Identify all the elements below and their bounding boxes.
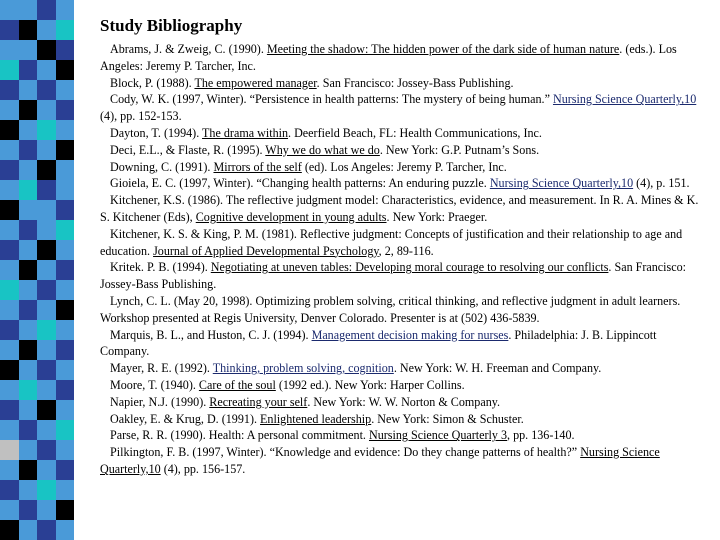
entry-text: Downing, C. (1991). (110, 159, 214, 174)
bibliography-entry (100, 125, 700, 142)
entry-text: . New York: Simon & Schuster. (371, 411, 524, 426)
entry-text: Parse, R. R. (1990). Health: A personal commitment. (110, 428, 369, 443)
bibliography-entry (100, 360, 700, 377)
entry-text: (4), p. 151. (633, 176, 690, 191)
bibliography-entry (100, 293, 700, 327)
bibliography-entry (100, 142, 700, 159)
bibliography-entry (100, 327, 700, 361)
entry-title: The drama within (202, 125, 289, 140)
entry-text: Abrams, J. & Zweig, C. (1990). (110, 42, 267, 56)
entry-title: Nursing Science Quarterly,10 (100, 445, 660, 476)
entry-title: Meeting the shadow: The hidden power of the dark side of human nature (266, 42, 620, 56)
entry-text: Pilkington, F. B. (1997, Winter). “Knowledge and evidence: Do they change patterns of health?” (110, 445, 581, 460)
entry-text: Kitchener, K.S. (1986). The reflective judgment model: Characteristics, evidence, and measurement. In R. A. Mines & K. S. Kitchener (Eds), (100, 193, 699, 224)
entry-text: (4), pp. 152-153. (100, 109, 182, 124)
entry-title: Cognitive development in young adults (195, 209, 387, 224)
entry-text: . New York: G.P. Putnam’s Sons. (379, 142, 540, 157)
page-title: Study Bibliography (100, 16, 243, 35)
entry-text: . New York: Praeger. (386, 209, 488, 224)
entry-text: Marquis, B. L., and Huston, C. J. (1994). (110, 327, 312, 342)
entry-text: Napier, N.J. (1990). (110, 394, 210, 409)
entry-title: Journal of Applied Developmental Psychology (153, 243, 379, 258)
decorative-color-strip (0, 0, 74, 540)
bibliography-entry (100, 411, 700, 428)
entry-text: Mayer, R. E. (1992). (110, 361, 213, 376)
entry-text: . Philadelphia: J. B. Lippincott Company. (100, 327, 657, 359)
entry-text: Cody, W. K. (1997, Winter). “Persistence in health patterns: The mystery of being human.” (110, 92, 553, 107)
bibliography-entry (100, 226, 700, 260)
entry-title: Management decision making for nurses (311, 327, 509, 342)
entry-text: , 2, 89-116. (378, 243, 434, 258)
entry-title: Negotiating at uneven tables: Developing moral courage to resolving our conflicts (210, 260, 609, 275)
entry-text: Block, P. (1988). (110, 75, 195, 90)
bibliography-entry (100, 75, 700, 92)
bibliography-entry (100, 427, 700, 444)
entry-text: . San Francisco: Jossey-Bass Publishing. (316, 75, 514, 90)
bibliography-list (100, 41, 700, 478)
bibliography-entry (100, 41, 700, 75)
entry-text: . Deerfield Beach, FL: Health Communications, Inc. (288, 125, 542, 140)
entry-text: . New York: W. W. Norton & Company. (307, 394, 501, 409)
entry-text: Moore, T. (1940). (110, 377, 199, 392)
entry-title: Enlightened leadership (260, 411, 372, 426)
entry-text: (1992 ed.). New York: Harper Collins. (275, 377, 465, 392)
entry-title: Nursing Science Quarterly,10 (552, 92, 697, 107)
bibliography-entry (100, 377, 700, 394)
entry-text: Gioiela, E. C. (1997, Winter). “Changing health patterns: An enduring puzzle. (110, 176, 490, 191)
entry-text: Kitchener, K. S. & King, P. M. (1981). Reflective judgment: Concepts of justification and their relationship to age and education. (100, 226, 683, 258)
entry-title: Care of the soul (198, 377, 276, 392)
bibliography-entry (100, 159, 700, 176)
bibliography-entry (100, 192, 700, 226)
entry-text: Oakley, E. & Krug, D. (1991). (110, 411, 261, 426)
entry-text: , pp. 136-140. (507, 428, 575, 443)
bibliography-entry (100, 444, 700, 478)
entry-text: . San Francisco: Jossey-Bass Publishing. (100, 260, 687, 292)
entry-text: (4), pp. 156-157. (160, 461, 246, 476)
bibliography-entry (100, 175, 700, 192)
entry-title: Why we do what we do (265, 142, 380, 157)
entry-text: Kritek. P. B. (1994). (110, 260, 211, 275)
bibliography-entry (100, 91, 700, 125)
entry-title: Recreating your self (209, 394, 308, 409)
entry-text: Lynch, C. L. (May 20, 1998). Optimizing problem solving, critical thinking, and reflective judgment in adult learners. Workshop presented at Regis University, Denver Colorado. Presenter is at (502) 436-5839. (100, 293, 681, 325)
entry-text: . New York: W. H. Freeman and Company. (393, 361, 602, 376)
entry-text: . (eds.). Los Angeles: Jeremy P. Tarcher, Inc. (100, 42, 677, 73)
entry-title: Nursing Science Quarterly,10 (489, 176, 634, 191)
entry-text: Deci, E.L., & Flaste, R. (1995). (110, 142, 266, 157)
entry-title: Mirrors of the self (213, 159, 302, 174)
bibliography-entry (100, 394, 700, 411)
entry-title: Nursing Science Quarterly 3 (368, 428, 508, 443)
bibliography-entry (100, 259, 700, 293)
entry-text: Dayton, T. (1994). (110, 125, 203, 140)
entry-title: The empowered manager (194, 75, 317, 90)
entry-title: Thinking, problem solving, cognition (212, 361, 394, 376)
entry-text: (ed). Los Angeles: Jeremy P. Tarcher, Inc. (301, 159, 507, 174)
